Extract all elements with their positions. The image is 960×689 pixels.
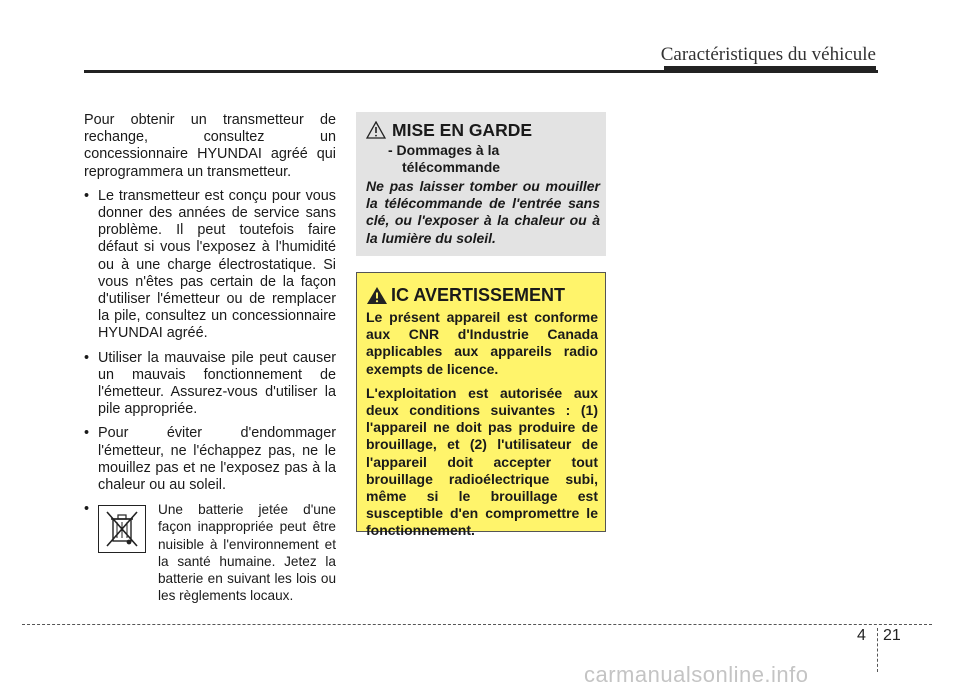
bullet-dot: • <box>84 425 90 442</box>
list-item <box>84 425 336 494</box>
bullet-text: Pour éviter d'endommager l'émetteur, ne l'échappez pas, ne le mouillez pas et ne l'exposez pas à la chaleur ou au soleil. <box>98 425 336 494</box>
chapter-number: 4 <box>857 627 866 644</box>
bullet-dot: • <box>84 501 90 518</box>
left-column <box>84 112 336 604</box>
list-item <box>84 350 336 419</box>
bullet-dot: • <box>84 187 90 204</box>
warning-triangle-icon <box>366 121 386 139</box>
caution-subtitle <box>388 142 598 176</box>
warning-body <box>366 309 598 547</box>
bullet-dot: • <box>84 349 90 366</box>
header-rule-accent <box>664 66 876 73</box>
warning-box <box>356 272 606 539</box>
caution-title: MISE EN GARDE <box>392 120 533 140</box>
warning-paragraph: L'exploitation est autorisée aux deux conditions suivantes : (1) l'appareil ne doit pas produire de brouillage, et (2) l'utilisateur de l'appareil doit accepter tout brouillage radioélectrique subi, même si le brouillage est susceptible d'en compromettre le fonctionnement. <box>366 384 598 539</box>
caution-box <box>356 112 606 256</box>
watermark: carmanualsonline.info <box>584 662 809 687</box>
list-item <box>84 501 336 604</box>
section-title: Caractéristiques du véhicule <box>660 44 876 65</box>
caution-subtitle-line2: télécommande <box>402 159 501 175</box>
caution-subtitle-line1: - Dommages à la <box>388 142 500 158</box>
bullet-text: Le transmetteur est conçu pour vous donner des années de service sans problème. Il peut toutefois faire défaut si vous l'exposez à l'humidité ou à une charge électrostatique. Si vous n'êtes pas certain de la façon d'utiliser l'émetteur ou de remplacer la pile, consultez un concessionnaire HYUNDAI agréé. <box>98 187 336 342</box>
bullet-text: Utiliser la mauvaise pile peut causer un mauvais fonctionnement de l'émetteur. Assurez-vous d'utiliser la pile appropriée. <box>98 349 336 418</box>
warning-title: IC AVERTISSEMENT <box>391 285 566 305</box>
warning-triangle-filled-icon <box>366 286 388 305</box>
caution-body: Ne pas laisser tomber ou mouiller la télécommande de l'entrée sans clé, ou l'exposer à la chaleur ou à la lumière du soleil. <box>366 178 600 246</box>
footer-divider <box>877 628 878 672</box>
list-item <box>84 188 336 343</box>
intro-paragraph: Pour obtenir un transmetteur de rechange, consultez un concessionnaire HYUNDAI agréé qui reprogrammera un transmetteur. <box>84 112 336 180</box>
bullet-text: Une batterie jetée d'une façon inappropriée peut être nuisible à l'environnement et la santé humaine. Jetez la batterie en suivant les lois ou les règlements locaux. <box>158 502 336 604</box>
footer-rule <box>22 624 932 625</box>
warning-paragraph: Le présent appareil est conforme aux CNR d'Industrie Canada applicables aux appareils radio exempts de licence. <box>366 309 598 377</box>
crossed-bin-icon <box>98 505 146 553</box>
page-number: 21 <box>883 627 901 644</box>
